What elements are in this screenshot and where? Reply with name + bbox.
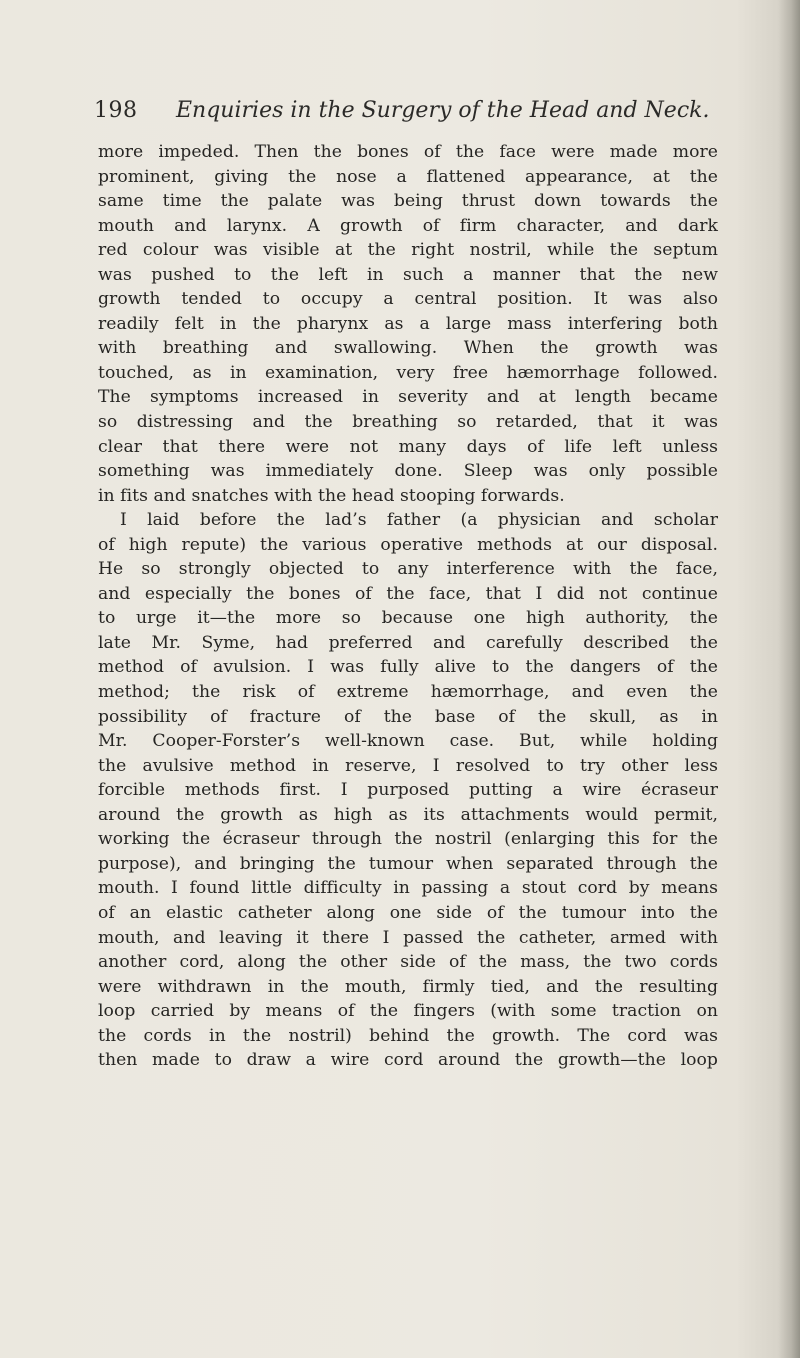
text-line: something was immediately done. Sleep was only possible	[98, 461, 718, 482]
text-line: same time the palate was being thrust down towards the	[98, 191, 718, 212]
text-line: mouth and larynx. A growth of firm character, and dark	[98, 215, 718, 236]
page-header	[94, 98, 714, 134]
text-line: another cord, along the other side of the mass, the two cords	[98, 952, 718, 973]
text-line: with breathing and swallowing. When the growth was	[98, 338, 718, 359]
text-line: purpose), and bringing the tumour when separated through the	[98, 853, 718, 874]
text-line: the avulsive method in reserve, I resolved to try other less	[98, 755, 718, 776]
text-line: forcible methods first. I purposed putting a wire écraseur	[98, 780, 718, 801]
text-line: were withdrawn in the mouth, firmly tied, and the resulting	[98, 976, 718, 997]
text-line: method; the risk of extreme hæmorrhage, and even the	[98, 682, 718, 703]
text-line: He so strongly objected to any interference with the face,	[98, 559, 718, 580]
page-edge-shadow	[778, 0, 800, 1358]
text-line: growth tended to occupy a central position. It was also	[98, 289, 718, 310]
text-line: possibility of fracture of the base of the skull, as in	[98, 706, 718, 727]
text-line: mouth, and leaving it there I passed the catheter, armed with	[98, 927, 718, 948]
text-line: readily felt in the pharynx as a large mass interfering both	[98, 313, 718, 334]
text-line: mouth. I found little difficulty in passing a stout cord by means	[98, 878, 718, 899]
text-line: around the growth as high as its attachments would permit,	[98, 804, 718, 825]
text-line: then made to draw a wire cord around the growth—the loop	[98, 1050, 718, 1071]
text-line: the cords in the nostril) behind the growth. The cord was	[98, 1025, 718, 1046]
text-line: Mr. Cooper-Forster’s well-known case. But, while holding	[98, 731, 718, 752]
text-line: prominent, giving the nose a flattened appearance, at the	[98, 166, 718, 187]
text-line: touched, as in examination, very free hæmorrhage followed.	[98, 362, 718, 383]
text-line: and especially the bones of the face, that I did not continue	[98, 583, 718, 604]
page-number: 198	[94, 98, 138, 123]
text-line: I laid before the lad’s father (a physician and scholar	[120, 510, 718, 531]
text-line: more impeded. Then the bones of the face were made more	[98, 142, 718, 162]
text-line: so distressing and the breathing so retarded, that it was	[98, 412, 718, 433]
text-line: to urge it—the more so because one high authority, the	[98, 608, 718, 629]
text-line: was pushed to the left in such a manner that the new	[98, 264, 718, 285]
text-line: The symptoms increased in severity and at length became	[98, 387, 718, 408]
text-line: loop carried by means of the fingers (with some traction on	[98, 1001, 718, 1022]
body-text	[98, 140, 718, 1073]
text-line: of high repute) the various operative methods at our disposal.	[98, 534, 718, 555]
text-line: of an elastic catheter along one side of the tumour into the	[98, 902, 718, 923]
text-line: method of avulsion. I was fully alive to the dangers of the	[98, 657, 718, 678]
text-line: working the écraseur through the nostril (enlarging this for the	[98, 829, 718, 850]
text-line: in fits and snatches with the head stooping forwards.	[98, 485, 565, 506]
text-line: clear that there were not many days of life left unless	[98, 436, 718, 457]
running-head: Enquiries in the Surgery of the Head and Neck.	[176, 98, 710, 123]
text-line: red colour was visible at the right nostril, while the septum	[98, 240, 718, 261]
text-line: late Mr. Syme, had preferred and carefully described the	[98, 632, 718, 653]
